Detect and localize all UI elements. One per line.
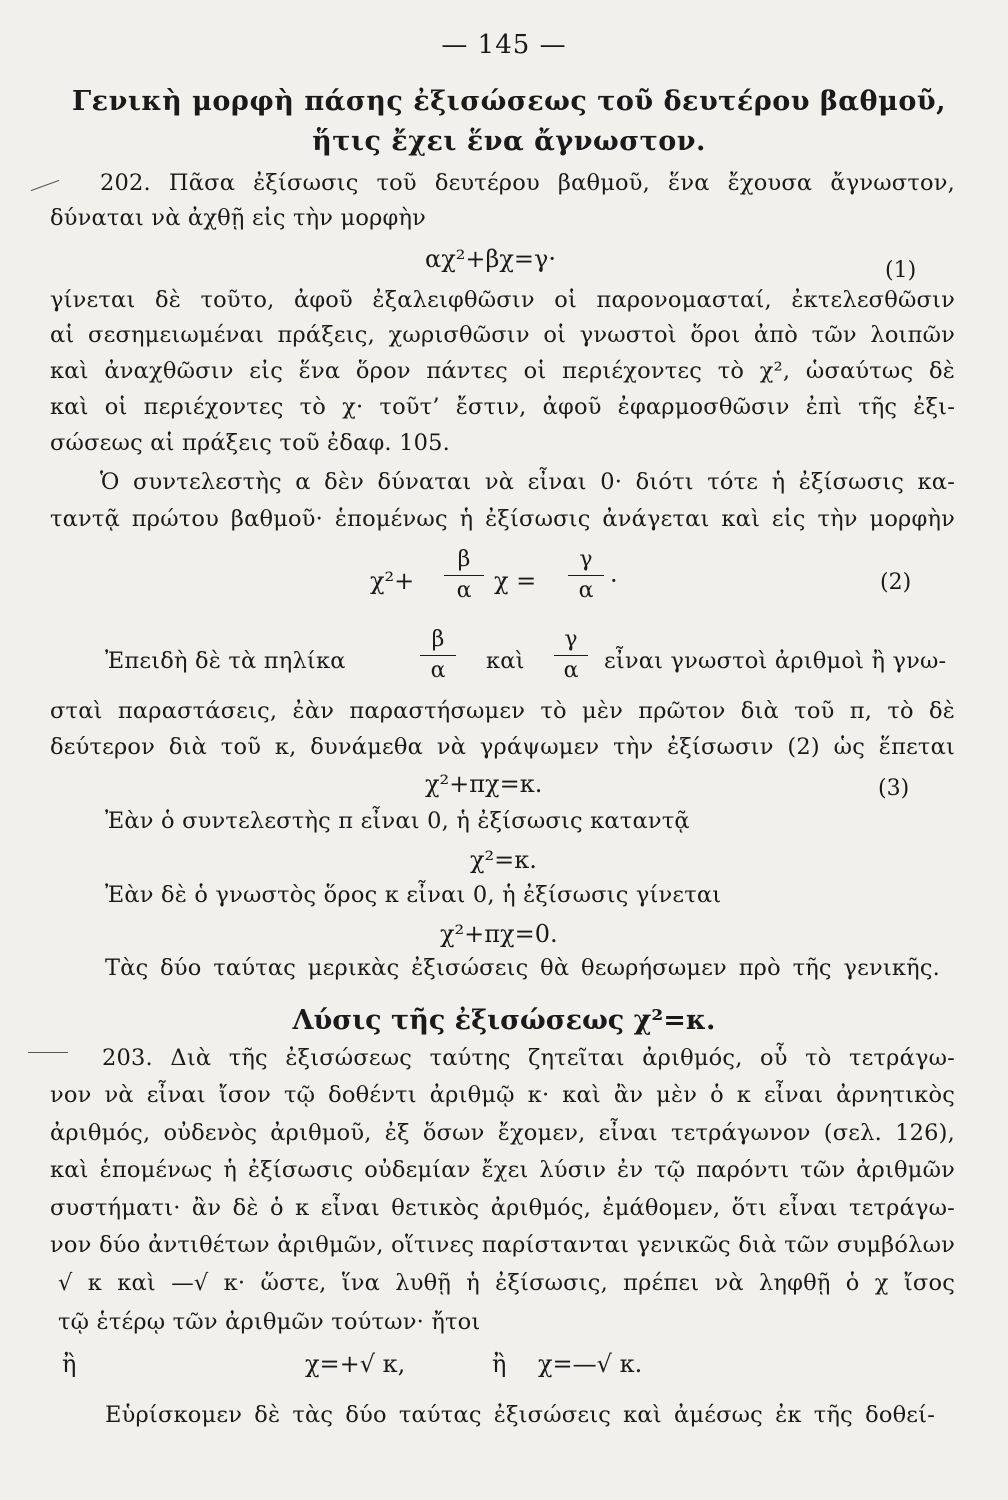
paragraph-202-line-3: γίνεται δὲ τοῦτο, ἀφοῦ ἐξαλειφθῶσιν οἱ παρονομασταί, ἐκτελεσθῶσιν (50, 287, 955, 313)
fraction-denominator: α (578, 578, 594, 603)
paragraph-202-line-12: δεύτερον διὰ τοῦ κ, δυνάμεθα νὰ γράψωμεν τὴν ἐξίσωσιν (2) ὡς ἕπεται (50, 734, 955, 760)
fraction-numerator: β (457, 547, 471, 572)
paragraph-202-line-10-b: καὶ (486, 648, 525, 674)
paragraph-203-line-4: καὶ ἑπομένως ἡ ἐξίσωσις οὐδεμίαν ἔχει λύσιν ἐν τῷ παρόντι τῶν ἀριθμῶν (50, 1157, 955, 1183)
paragraph-202-line-1: 202. Πᾶσα ἐξίσωσις τοῦ δευτέρου βαθμοῦ, ἕνα ἔχουσα ἄγνωστον, (100, 170, 955, 196)
paragraph-202-line-10-a: Ἐπειδὴ δὲ τὰ πηλίκα (105, 648, 346, 674)
inline-fraction-beta-alpha (418, 625, 458, 686)
paragraph-203-line-2: νον νὰ εἶναι ἴσον τῷ δοθέντι ἀριθμῷ κ· καὶ ἂν μὲν ὁ κ εἶναι ἀρνητικὸς (50, 1082, 955, 1108)
paragraph-203-line-5: συστήματι· ἂν δὲ ὁ κ εἶναι θετικὸς ἀριθμός, ἐμάθομεν, ὅτι εἶναι τετράγω- (50, 1195, 955, 1221)
paragraph-202-line-15: Τὰς δύο ταύτας μερικὰς ἐξισώσεις θὰ θεωρήσωμεν πρὸ τῆς γενικῆς. (105, 955, 940, 981)
fraction-denominator: α (430, 658, 446, 683)
fraction-denominator: α (563, 658, 579, 683)
equation-4: χ²=κ. (470, 846, 537, 874)
paragraph-202-line-5: καὶ ἀναχθῶσιν εἰς ἕνα ὅρον πάντες οἱ περιέχοντες τὸ χ², ὡσαύτως δὲ (50, 358, 955, 384)
fraction-numerator: β (431, 627, 445, 652)
margin-pen-mark (28, 1052, 68, 1053)
equation-1-number: (1) (885, 258, 917, 283)
equation-2-fraction-1 (442, 545, 486, 606)
equation-2-number: (2) (880, 570, 912, 595)
paragraph-202-line-2: δύναται νὰ ἀχθῇ εἰς τὴν μορφὴν (50, 205, 427, 231)
equation-3-number: (3) (878, 776, 910, 801)
equation-2-part-c: · (610, 567, 618, 595)
equation-2-part-b: χ = (494, 567, 537, 595)
paragraph-203-line-9: Εὑρίσκομεν δὲ τὰς δύο ταύτας ἐξισώσεις καὶ ἀμέσως ἐκ τῆς δοθεί- (105, 1402, 935, 1428)
equation-1: αχ²+βχ=γ· (425, 245, 556, 273)
fraction-numerator: γ (579, 547, 593, 572)
equation-3: χ²+πχ=κ. (425, 770, 543, 798)
fraction-numerator: γ (564, 627, 578, 652)
paragraph-202-line-4: αἱ σεσημειωμέναι πράξεις, χωρισθῶσιν οἱ γνωστοὶ ὅροι ἀπὸ τῶν λοιπῶν (50, 322, 955, 348)
paragraph-202-line-7: σώσεως αἱ πράξεις τοῦ ἐδαφ. 105. (50, 430, 451, 456)
equation-6-prefix: ἢ (62, 1350, 77, 1378)
page-number: — 145 — (441, 30, 567, 60)
equation-2-fraction-2 (566, 545, 606, 606)
paragraph-203-line-3: ἀριθμός, οὐδενὸς ἀριθμοῦ, ἐξ ὅσων ἔχομεν, εἶναι τετράγωνον (σελ. 126), (50, 1120, 955, 1146)
equation-6-or: ἢ (492, 1350, 507, 1378)
paragraph-202-line-8: Ὁ συντελεστὴς α δὲν δύναται νὰ εἶναι 0· διότι τότε ἡ ἐξίσωσις κα- (100, 469, 955, 495)
fraction-denominator: α (456, 578, 472, 603)
paragraph-202-line-9: ταντᾷ πρώτου βαθμοῦ· ἑπομένως ἡ ἐξίσωσις ἀνάγεται καὶ εἰς τὴν μορφὴν (50, 506, 955, 532)
paragraph-203-line-8: τῷ ἑτέρῳ τῶν ἀριθμῶν τούτων· ἤτοι (58, 1309, 481, 1335)
equation-6-positive-root: χ=+√ κ, (305, 1350, 406, 1378)
equation-6-negative-root: χ=—√ κ. (538, 1350, 643, 1378)
paragraph-202-line-13: Ἐὰν ὁ συντελεστὴς π εἶναι 0, ἡ ἐξίσωσις καταντᾷ (105, 808, 690, 834)
paragraph-203-line-1: 203. Διὰ τῆς ἐξισώσεως ταύτης ζητεῖται ἀριθμός, οὗ τὸ τετράγω- (102, 1045, 955, 1071)
paragraph-202-line-11: σταὶ παραστάσεις, ἐὰν παραστήσωμεν τὸ μὲν πρῶτον διὰ τοῦ π, τὸ δὲ (50, 698, 955, 724)
section-heading-line-2: ἥτις ἔχει ἕνα ἄγνωστον. (312, 126, 706, 157)
margin-pen-mark (31, 180, 60, 191)
paragraph-202-line-14: Ἐὰν δὲ ὁ γνωστὸς ὅρος κ εἶναι 0, ἡ ἐξίσωσις γίνεται (105, 882, 722, 908)
paragraph-203-line-6: νον δύο ἀντιθέτων ἀριθμῶν, οἵτινες παρίστανται γενικῶς διὰ τῶν συμβόλων (50, 1232, 955, 1258)
equation-2-part-a: χ²+ (370, 567, 415, 595)
paragraph-202-line-6: καὶ οἱ περιέχοντες τὸ χ· τοῦτ’ ἔστιν, ἀφοῦ ἐφαρμοσθῶσιν ἐπὶ τῆς ἐξι- (50, 394, 955, 420)
equation-5: χ²+πχ=0. (440, 920, 558, 948)
paragraph-202-line-10-c: εἶναι γνωστοὶ ἀριθμοὶ ἢ γνω- (604, 648, 947, 674)
paragraph-203-line-7: √ κ καὶ —√ κ· ὥστε, ἵνα λυθῇ ἡ ἐξίσωσις, πρέπει νὰ ληφθῇ ὁ χ ἴσος (58, 1270, 955, 1296)
inline-fraction-gamma-alpha (552, 625, 590, 686)
subsection-heading: Λύσις τῆς ἐξισώσεως χ²=κ. (292, 1005, 716, 1036)
section-heading-line-1: Γενικὴ μορφὴ πάσης ἐξισώσεως τοῦ δευτέρου βαθμοῦ, (72, 86, 946, 117)
